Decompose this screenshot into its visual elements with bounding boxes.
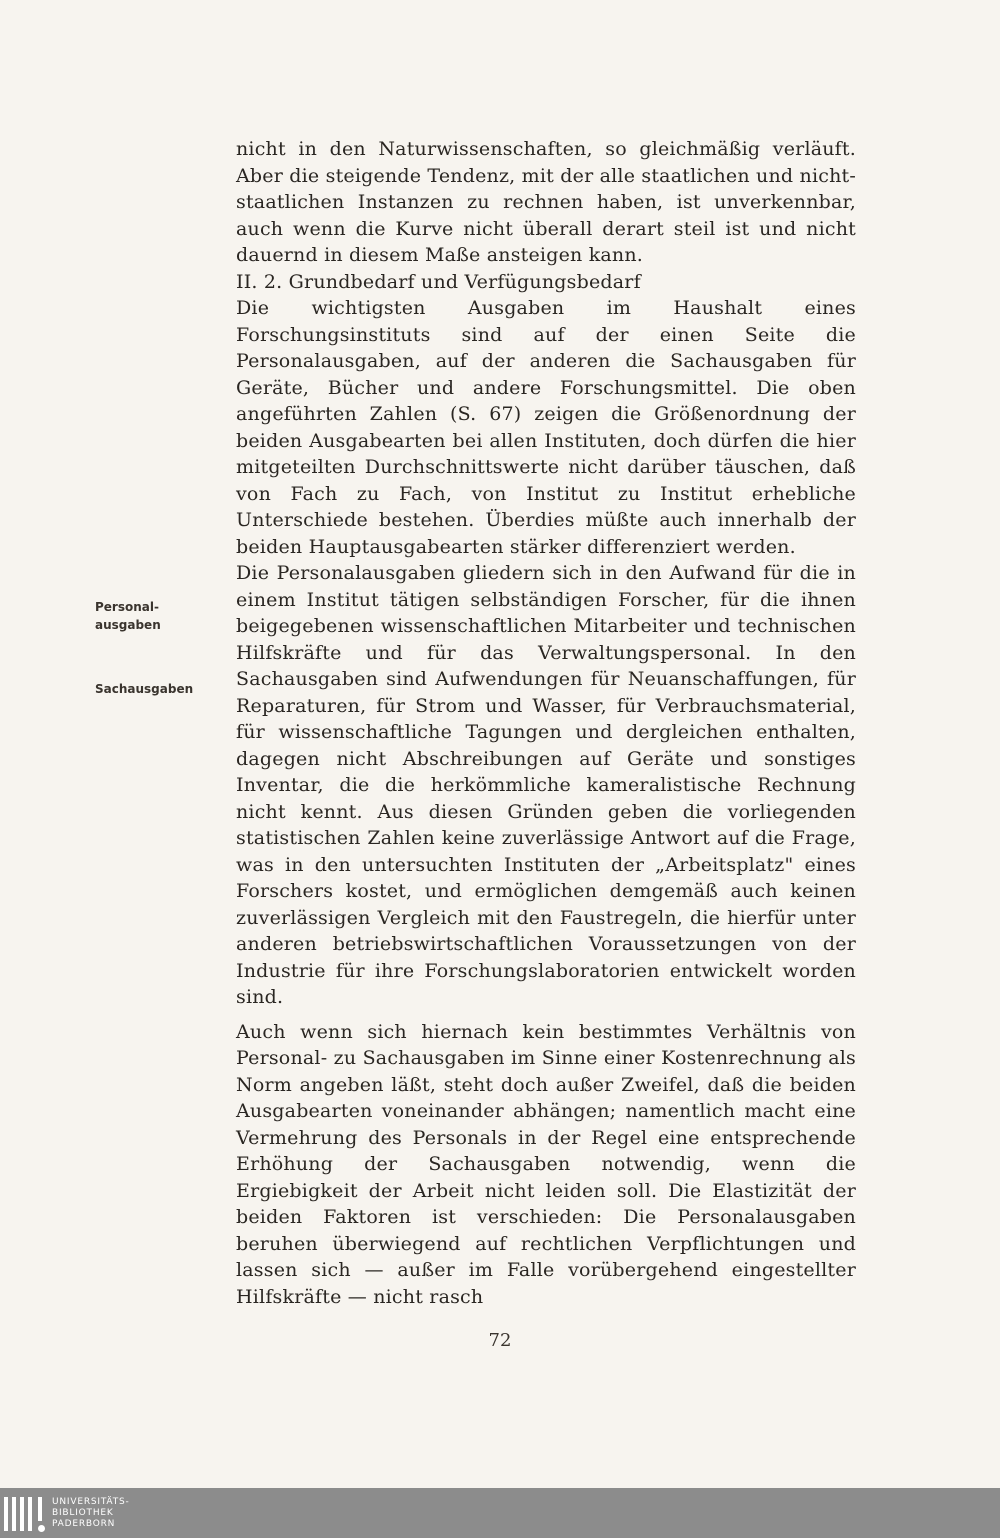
paragraph-3: Die Personalausgaben gliedern sich in den Aufwand für die in einem Institut tätigen selbständigen Forscher, für die ihnen beigegebenen wissenschaftlichen Mitarbeiter und technischen Hilfskräfte und für das Verwaltungspersonal. In den Sachausgaben sind Aufwendungen für Neuanschaffungen, für Reparaturen, für Strom und Wasser, für Verbrauchsmaterial, für wissenschaftliche Tagungen und dergleichen enthalten, dagegen nicht Abschreibungen auf Geräte und sonstiges Inventar, die die herkömmliche kameralistische Rechnung nicht kennt. Aus diesen Gründen geben die vorliegenden statistischen Zahlen keine zuverlässige Antwort auf die Frage, was in den untersuchten Instituten der „Arbeitsplatz" eines Forschers kostet, und ermöglichen demgemäß auch keinen zuverlässigen Vergleich mit den Faustregeln, die hierfür unter anderen betriebswirtschaftlichen Voraussetzungen von der Industrie für ihre Forschungslaboratorien entwickelt worden sind. [236, 562, 856, 1008]
margin-note-line: ausgaben [95, 618, 161, 632]
text-column [236, 136, 856, 1310]
logo-text-line: PADERBORN [52, 1518, 116, 1529]
paragraph-2: Die wichtigsten Ausgaben im Haushalt eines Forschungsinstituts sind auf der einen Seite die Personalausgaben, auf der anderen die Sachausgaben für Geräte, Bücher und andere Forschungsmittel. Die oben angeführten Zahlen (S. 67) zeigen die Größenordnung der beiden Ausgabearten bei allen Instituten, doch dürfen die hier mitgeteilten Durchschnittswerte nicht darüber täuschen, daß von Fach zu Fach, von Institut zu Institut erhebliche Unterschiede bestehen. Überdies müßte auch innerhalb der beiden Hauptausgabearten stärker differenziert werden. [236, 297, 856, 558]
library-footer-bar [0, 1488, 1000, 1538]
logo-text-line: BIBLIOTHEK [52, 1507, 114, 1518]
library-logo-text [52, 1497, 130, 1530]
margin-note-sachausgaben: Sachausgaben [95, 682, 194, 696]
page-number: 72 [488, 1330, 512, 1351]
library-logo [2, 1490, 130, 1536]
paragraph-1: nicht in den Naturwissenschaften, so gleichmäßig verläuft. Aber die steigende Tendenz, mit der alle staatlichen und nicht-staatlichen Instanzen zu rechnen haben, ist unverkennbar, auch wenn die Kurve nicht überall derart steil ist und nicht dauernd in diesem Maße ansteigen kann. [236, 138, 856, 266]
margin-note-personalausgaben [95, 598, 205, 634]
library-logo-icon [2, 1493, 48, 1533]
logo-text-line: UNIVERSITÄTS- [52, 1496, 130, 1507]
section-heading: II. 2. Grundbedarf und Verfügungsbedarf [236, 270, 641, 293]
paragraph-4: Auch wenn sich hiernach kein bestimmtes Verhältnis von Personal- zu Sachausgaben im Sinne einer Kostenrechnung als Norm angeben läßt, steht doch außer Zweifel, daß die beiden Ausgabearten voneinander abhängen; namentlich macht eine Vermehrung des Personals in der Regel eine entsprechende Erhöhung der Sachausgaben notwendig, wenn die Ergiebigkeit der Arbeit nicht leiden soll. Die Elastizität der beiden Faktoren ist verschieden: Die Personalausgaben beruhen überwiegend auf rechtlichen Verpflichtungen und lassen sich — außer im Falle vorübergehend eingestellter Hilfskräfte — nicht rasch [236, 1020, 856, 1308]
margin-note-line: Personal- [95, 600, 159, 614]
